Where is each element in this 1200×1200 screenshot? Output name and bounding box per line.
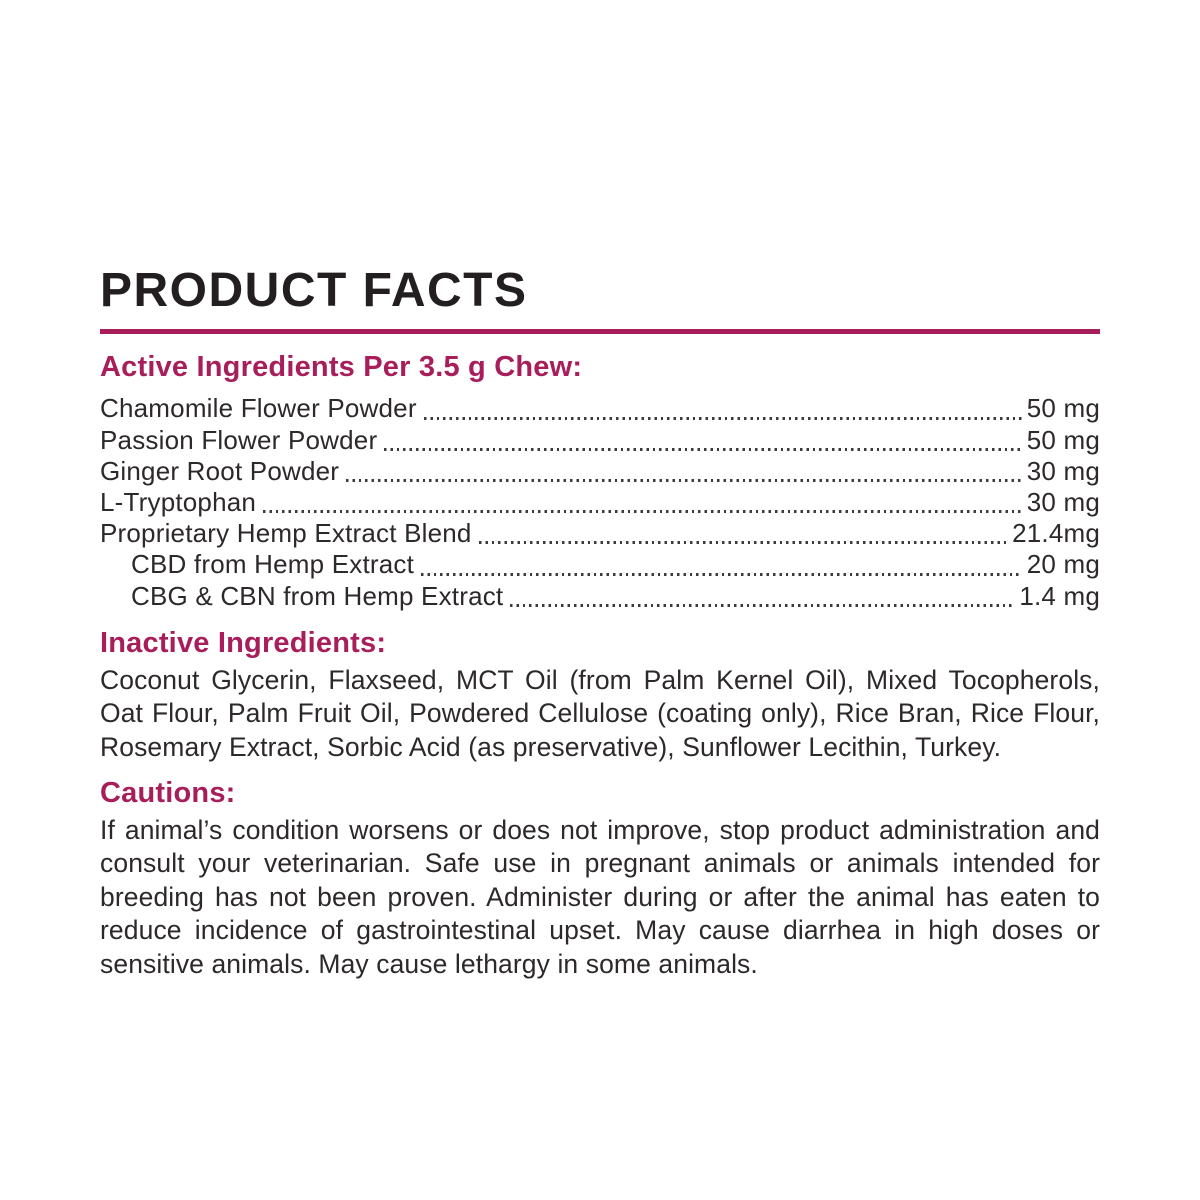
ingredient-amount: 30 mg: [1026, 487, 1100, 517]
page-title: PRODUCT FACTS: [100, 264, 528, 317]
dot-leader: [424, 417, 1022, 420]
ingredient-row: [100, 456, 1100, 487]
ingredient-row-sub: [100, 581, 1100, 612]
cautions-heading: Cautions:: [100, 777, 236, 810]
dot-leader: [421, 573, 1022, 576]
ingredient-amount: 20 mg: [1026, 549, 1100, 580]
dot-leader: [384, 448, 1021, 451]
dot-leader: [346, 479, 1022, 482]
ingredient-amount: 50 mg: [1026, 393, 1100, 424]
title-divider-rule: [100, 329, 1100, 334]
ingredient-row: [100, 487, 1100, 518]
ingredient-name: Proprietary Hemp Extract Blend: [100, 518, 472, 549]
ingredient-row: [100, 393, 1100, 424]
ingredient-name: Passion Flower Powder: [100, 424, 378, 455]
ingredient-name: Chamomile Flower Powder: [100, 393, 417, 424]
product-facts-panel: [100, 266, 1100, 981]
ingredient-row-sub: [100, 549, 1100, 580]
ingredient-amount: 50 mg: [1026, 424, 1100, 455]
ingredient-amount: 21.4mg: [1012, 518, 1100, 549]
ingredient-name: Ginger Root Powder: [100, 455, 340, 486]
inactive-ingredients-text: Coconut Glycerin, Flaxseed, MCT Oil (from Palm Kernel Oil), Mixed Tocopherols, Oat Flour, Palm Fruit Oil, Powdered Cellulose (coating only), Rice Bran, Rice Flour, Rosemary Extract, Sorbic Acid (as preservative), Sunflower Lecithin, Turkey.: [100, 664, 1100, 762]
inactive-ingredients-heading: Inactive Ingredients:: [100, 626, 387, 659]
active-ingredients-list: [100, 393, 1100, 611]
ingredient-amount: 1.4 mg: [1019, 580, 1100, 611]
ingredient-name: CBG & CBN from Hemp Extract: [131, 580, 504, 611]
ingredient-name: CBD from Hemp Extract: [131, 549, 415, 580]
cautions-text: If animal’s condition worsens or does not improve, stop product administration and consult your veterinarian. Safe use in pregnant animals or animals intended for breeding has not been proven. Administer during or after the animal has eaten to reduce incidence of gastrointestinal upset. May cause diarrhea in high doses or sensitive animals. May cause lethargy in some animals.: [100, 815, 1100, 979]
active-ingredients-heading: Active Ingredients Per 3.5 g Chew:: [100, 351, 583, 384]
ingredient-amount: 30 mg: [1026, 455, 1100, 486]
dot-leader: [479, 541, 1007, 544]
ingredient-row: [100, 425, 1100, 456]
ingredient-name: L-Tryptophan: [100, 487, 257, 517]
dot-leader: [263, 510, 1022, 513]
ingredient-row: [100, 518, 1100, 549]
dot-leader: [510, 604, 1014, 607]
